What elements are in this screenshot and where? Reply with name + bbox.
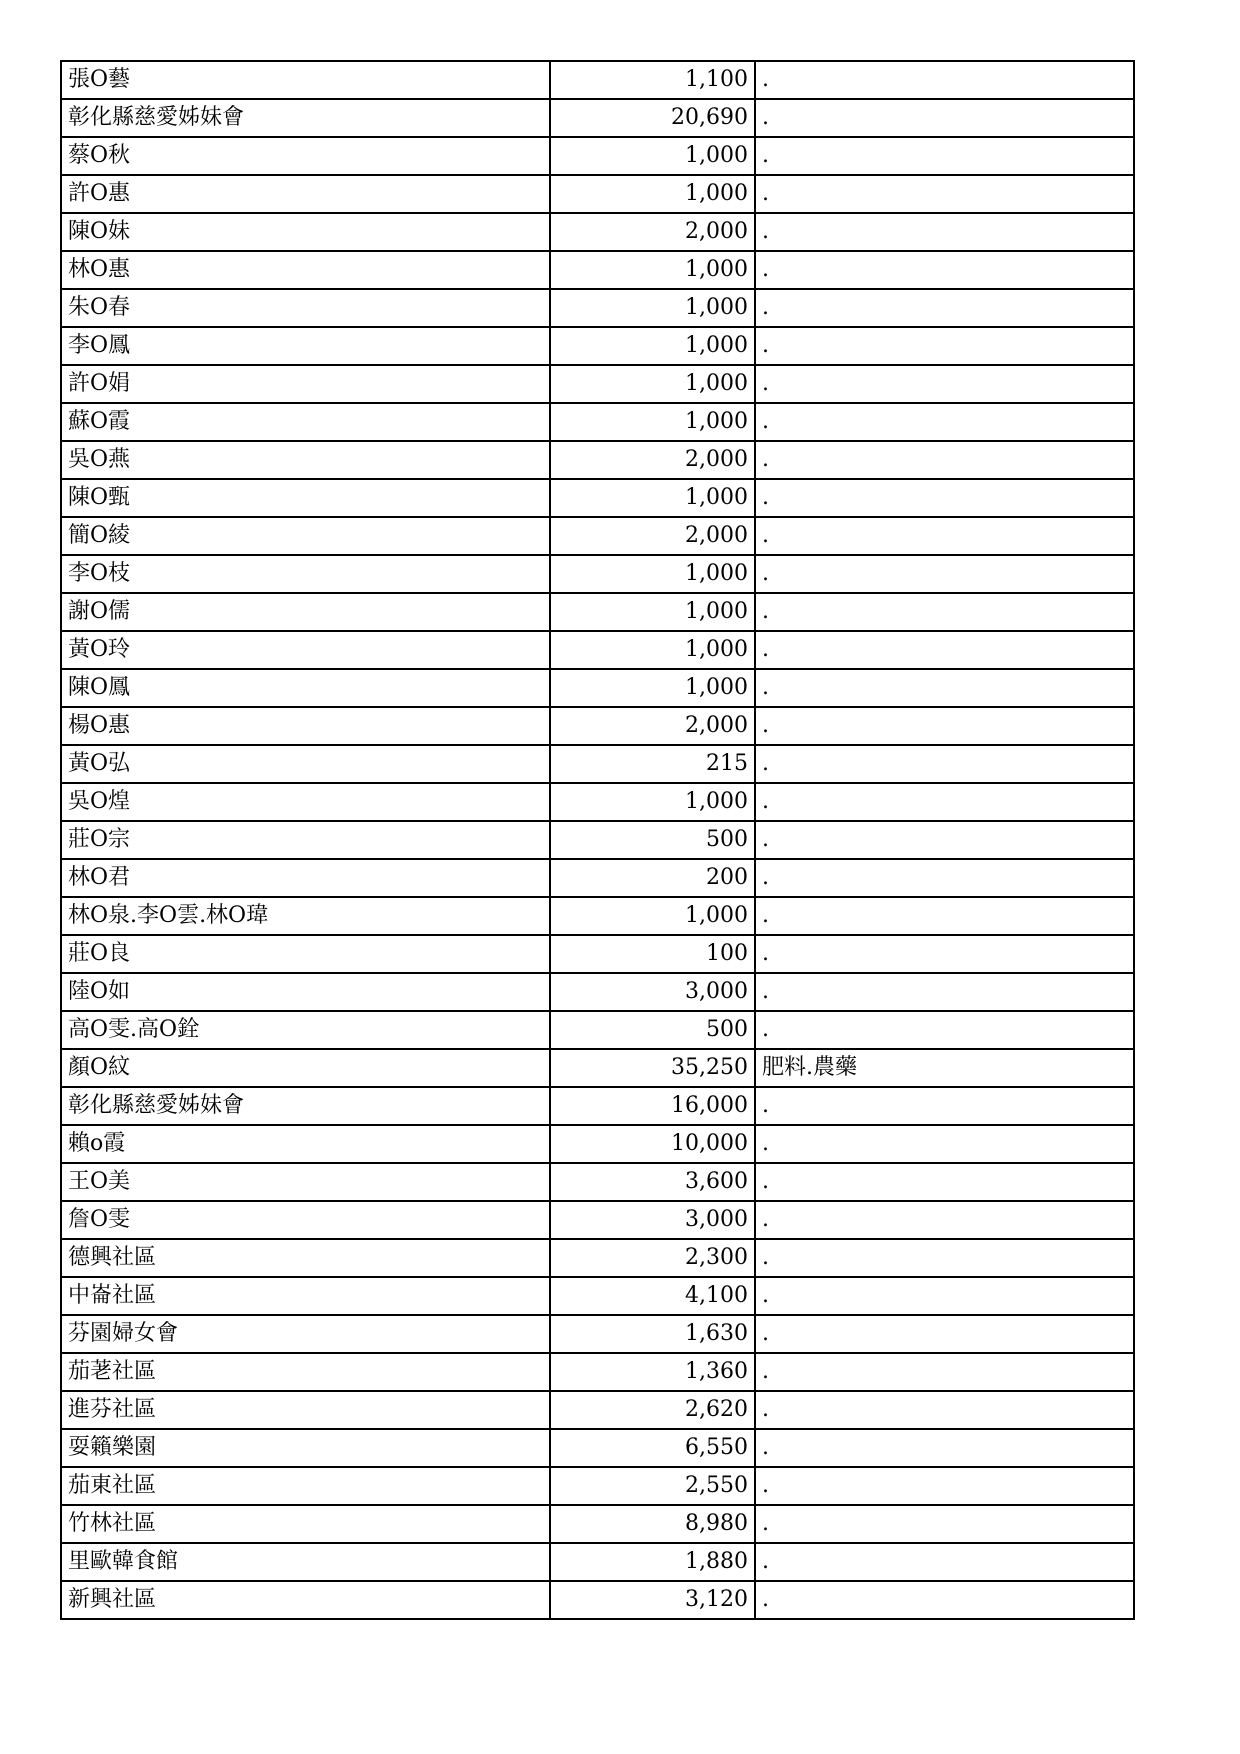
donation-amount-cell: 500 <box>550 1011 755 1049</box>
donor-name-cell: 芬園婦女會 <box>61 1315 550 1353</box>
table-row <box>61 1315 1134 1353</box>
donor-name-cell: 顏O紋 <box>61 1049 550 1087</box>
table-row <box>61 327 1134 365</box>
donation-amount-cell: 3,120 <box>550 1581 755 1619</box>
donation-note-cell: . <box>755 137 1134 175</box>
donation-note-cell: . <box>755 783 1134 821</box>
donor-name-cell: 謝O儒 <box>61 593 550 631</box>
donation-amount-cell: 2,550 <box>550 1467 755 1505</box>
donation-amount-cell: 6,550 <box>550 1429 755 1467</box>
donation-note-cell: . <box>755 1353 1134 1391</box>
donation-amount-cell: 1,000 <box>550 403 755 441</box>
donation-note-cell: . <box>755 1239 1134 1277</box>
donor-name-cell: 楊O惠 <box>61 707 550 745</box>
table-row <box>61 517 1134 555</box>
donor-name-cell: 耍籟樂園 <box>61 1429 550 1467</box>
donation-amount-cell: 1,000 <box>550 479 755 517</box>
donation-note-cell: . <box>755 1163 1134 1201</box>
table-row <box>61 365 1134 403</box>
donation-note-cell: . <box>755 175 1134 213</box>
donation-amount-cell: 1,000 <box>550 251 755 289</box>
donation-note-cell: . <box>755 99 1134 137</box>
table-row <box>61 175 1134 213</box>
donation-note-cell: . <box>755 403 1134 441</box>
donation-note-cell: . <box>755 213 1134 251</box>
donation-note-cell: . <box>755 1315 1134 1353</box>
table-row <box>61 821 1134 859</box>
donation-note-cell: . <box>755 1429 1134 1467</box>
table-row <box>61 1201 1134 1239</box>
donation-note-cell: . <box>755 1543 1134 1581</box>
donation-amount-cell: 215 <box>550 745 755 783</box>
donor-name-cell: 簡O綾 <box>61 517 550 555</box>
donor-name-cell: 莊O良 <box>61 935 550 973</box>
table-row <box>61 1391 1134 1429</box>
donation-note-cell: . <box>755 1505 1134 1543</box>
table-row <box>61 783 1134 821</box>
donation-table <box>60 60 1135 1620</box>
table-row <box>61 1049 1134 1087</box>
donor-name-cell: 陸O如 <box>61 973 550 1011</box>
table-row <box>61 137 1134 175</box>
donation-note-cell: . <box>755 1391 1134 1429</box>
donor-name-cell: 德興社區 <box>61 1239 550 1277</box>
donation-note-cell: . <box>755 327 1134 365</box>
donation-note-cell: . <box>755 1011 1134 1049</box>
table-row <box>61 669 1134 707</box>
table-row <box>61 1505 1134 1543</box>
table-row <box>61 99 1134 137</box>
donation-note-cell: . <box>755 251 1134 289</box>
donor-name-cell: 林O君 <box>61 859 550 897</box>
donor-name-cell: 進芬社區 <box>61 1391 550 1429</box>
donor-name-cell: 吳O煌 <box>61 783 550 821</box>
donor-name-cell: 茄東社區 <box>61 1467 550 1505</box>
donor-name-cell: 許O娟 <box>61 365 550 403</box>
donor-name-cell: 林O泉.李O雲.林O瑋 <box>61 897 550 935</box>
donation-amount-cell: 1,000 <box>550 897 755 935</box>
table-row <box>61 289 1134 327</box>
table-row <box>61 1125 1134 1163</box>
donor-name-cell: 新興社區 <box>61 1581 550 1619</box>
donor-name-cell: 陳O甄 <box>61 479 550 517</box>
donation-amount-cell: 1,000 <box>550 593 755 631</box>
donation-amount-cell: 500 <box>550 821 755 859</box>
donation-amount-cell: 1,000 <box>550 327 755 365</box>
donation-amount-cell: 1,100 <box>550 61 755 99</box>
donation-amount-cell: 100 <box>550 935 755 973</box>
donation-amount-cell: 8,980 <box>550 1505 755 1543</box>
donation-amount-cell: 1,000 <box>550 365 755 403</box>
donation-note-cell: . <box>755 61 1134 99</box>
table-row <box>61 973 1134 1011</box>
donor-name-cell: 蔡O秋 <box>61 137 550 175</box>
donor-name-cell: 茄荖社區 <box>61 1353 550 1391</box>
donation-amount-cell: 200 <box>550 859 755 897</box>
donation-amount-cell: 2,000 <box>550 441 755 479</box>
donation-note-cell: . <box>755 593 1134 631</box>
donation-amount-cell: 3,000 <box>550 1201 755 1239</box>
donation-amount-cell: 1,630 <box>550 1315 755 1353</box>
donation-amount-cell: 16,000 <box>550 1087 755 1125</box>
donation-note-cell: . <box>755 973 1134 1011</box>
donation-amount-cell: 1,000 <box>550 631 755 669</box>
donor-name-cell: 黃O玲 <box>61 631 550 669</box>
table-row <box>61 555 1134 593</box>
donation-amount-cell: 2,000 <box>550 213 755 251</box>
donation-amount-cell: 2,300 <box>550 1239 755 1277</box>
donation-note-cell: . <box>755 1087 1134 1125</box>
donor-name-cell: 張O藝 <box>61 61 550 99</box>
table-row <box>61 1429 1134 1467</box>
table-row <box>61 859 1134 897</box>
table-row <box>61 1467 1134 1505</box>
donor-name-cell: 里歐韓食館 <box>61 1543 550 1581</box>
table-row <box>61 479 1134 517</box>
table-row <box>61 1087 1134 1125</box>
donation-note-cell: . <box>755 631 1134 669</box>
donor-name-cell: 朱O春 <box>61 289 550 327</box>
donation-amount-cell: 2,000 <box>550 517 755 555</box>
table-row <box>61 1163 1134 1201</box>
donor-name-cell: 王O美 <box>61 1163 550 1201</box>
donation-note-cell: . <box>755 897 1134 935</box>
donor-name-cell: 高O雯.高O銓 <box>61 1011 550 1049</box>
table-row <box>61 61 1134 99</box>
donation-note-cell: . <box>755 517 1134 555</box>
donation-amount-cell: 20,690 <box>550 99 755 137</box>
table-row <box>61 631 1134 669</box>
table-row <box>61 251 1134 289</box>
donation-note-cell: . <box>755 707 1134 745</box>
donation-amount-cell: 1,000 <box>550 555 755 593</box>
donation-table-body <box>61 61 1134 1619</box>
table-row <box>61 441 1134 479</box>
table-row <box>61 593 1134 631</box>
donor-name-cell: 李O鳳 <box>61 327 550 365</box>
table-row <box>61 935 1134 973</box>
donor-name-cell: 許O惠 <box>61 175 550 213</box>
donor-name-cell: 蘇O霞 <box>61 403 550 441</box>
donation-amount-cell: 1,880 <box>550 1543 755 1581</box>
table-row <box>61 1353 1134 1391</box>
table-row <box>61 745 1134 783</box>
table-row <box>61 403 1134 441</box>
donation-amount-cell: 10,000 <box>550 1125 755 1163</box>
donor-name-cell: 陳O鳳 <box>61 669 550 707</box>
donor-name-cell: 中崙社區 <box>61 1277 550 1315</box>
donation-amount-cell: 35,250 <box>550 1049 755 1087</box>
donation-amount-cell: 1,360 <box>550 1353 755 1391</box>
donation-note-cell: . <box>755 441 1134 479</box>
table-row <box>61 1581 1134 1619</box>
donation-amount-cell: 1,000 <box>550 175 755 213</box>
donor-name-cell: 吳O燕 <box>61 441 550 479</box>
donor-name-cell: 彰化縣慈愛姊妹會 <box>61 99 550 137</box>
donation-amount-cell: 3,600 <box>550 1163 755 1201</box>
donor-name-cell: 詹O雯 <box>61 1201 550 1239</box>
donation-amount-cell: 1,000 <box>550 289 755 327</box>
donation-note-cell: . <box>755 669 1134 707</box>
donation-amount-cell: 2,000 <box>550 707 755 745</box>
table-row <box>61 897 1134 935</box>
donor-name-cell: 賴o霞 <box>61 1125 550 1163</box>
donation-amount-cell: 1,000 <box>550 669 755 707</box>
donation-note-cell: . <box>755 859 1134 897</box>
donor-name-cell: 黃O弘 <box>61 745 550 783</box>
table-row <box>61 707 1134 745</box>
donation-note-cell: . <box>755 365 1134 403</box>
donation-note-cell: 肥料.農藥 <box>755 1049 1134 1087</box>
donation-note-cell: . <box>755 555 1134 593</box>
donation-amount-cell: 3,000 <box>550 973 755 1011</box>
donation-note-cell: . <box>755 821 1134 859</box>
donor-name-cell: 林O惠 <box>61 251 550 289</box>
donation-note-cell: . <box>755 1277 1134 1315</box>
donor-name-cell: 莊O宗 <box>61 821 550 859</box>
donation-amount-cell: 4,100 <box>550 1277 755 1315</box>
donation-amount-cell: 1,000 <box>550 783 755 821</box>
donation-note-cell: . <box>755 1581 1134 1619</box>
donation-note-cell: . <box>755 479 1134 517</box>
table-row <box>61 1277 1134 1315</box>
donor-name-cell: 李O枝 <box>61 555 550 593</box>
donation-amount-cell: 2,620 <box>550 1391 755 1429</box>
donor-name-cell: 彰化縣慈愛姊妹會 <box>61 1087 550 1125</box>
table-row <box>61 1543 1134 1581</box>
donation-note-cell: . <box>755 289 1134 327</box>
donation-note-cell: . <box>755 1467 1134 1505</box>
donation-note-cell: . <box>755 745 1134 783</box>
table-row <box>61 213 1134 251</box>
donation-amount-cell: 1,000 <box>550 137 755 175</box>
donation-note-cell: . <box>755 935 1134 973</box>
donor-name-cell: 竹林社區 <box>61 1505 550 1543</box>
table-row <box>61 1239 1134 1277</box>
donor-name-cell: 陳O妹 <box>61 213 550 251</box>
table-row <box>61 1011 1134 1049</box>
donation-note-cell: . <box>755 1201 1134 1239</box>
donation-note-cell: . <box>755 1125 1134 1163</box>
